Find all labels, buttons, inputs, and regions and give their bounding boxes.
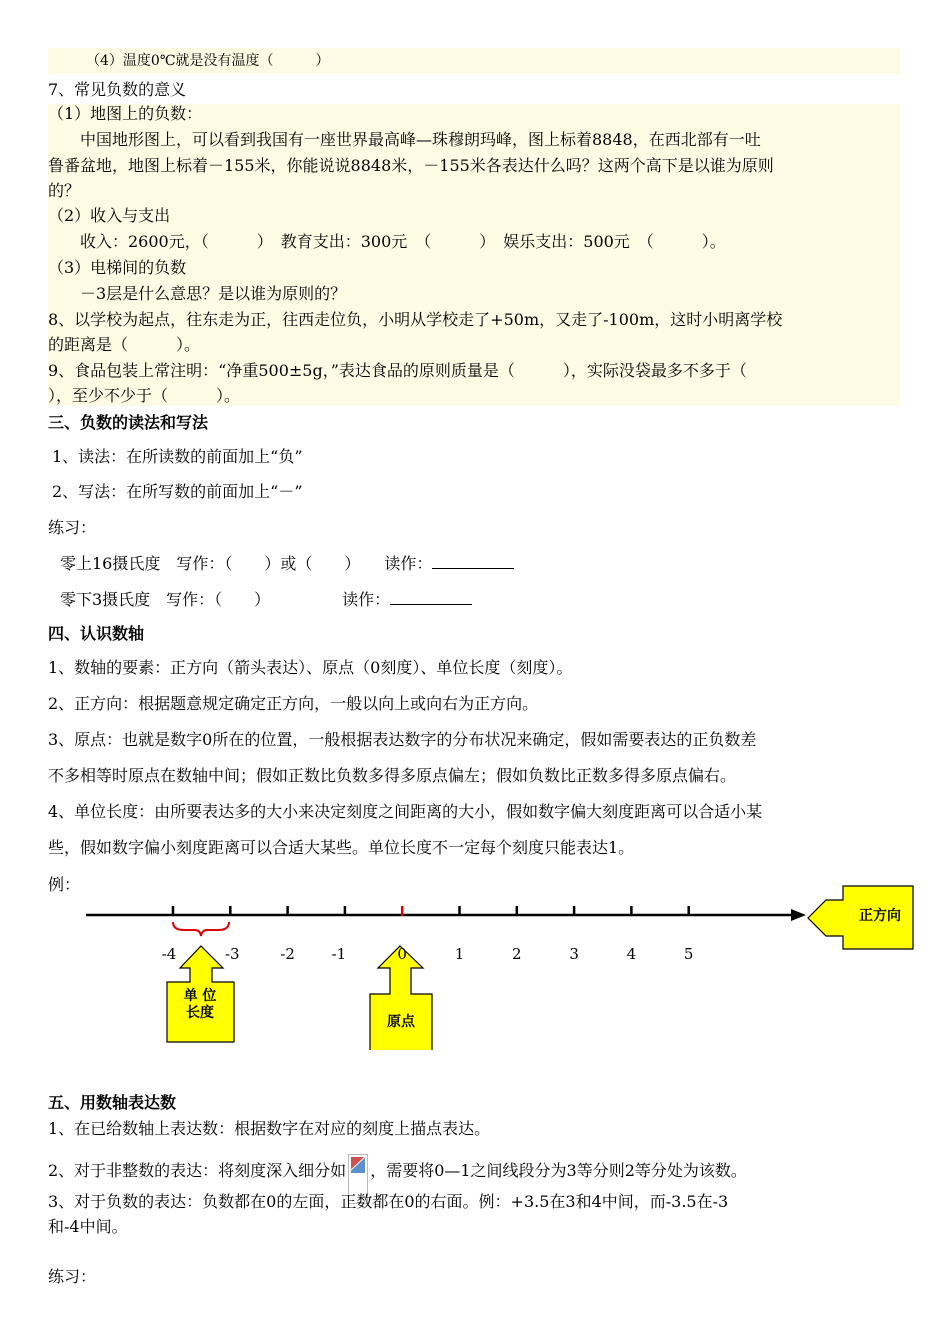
text-line: 2、正方向：根据题意规定确定正方向，一般以向上或向右为正方向。 bbox=[48, 694, 539, 713]
text-line: 的？ bbox=[48, 181, 81, 200]
tick-label: 1 bbox=[454, 945, 465, 963]
text-line: （3）电梯间的负数 bbox=[48, 258, 187, 277]
text-line: 例： bbox=[48, 875, 81, 894]
text-line: 4、单位长度：由所要表达多的大小来决定刻度之间距离的大小，假如数字偏大刻度距离可以合适小某 bbox=[48, 802, 763, 821]
text-line: 练习： bbox=[48, 518, 97, 537]
tick-label: 3 bbox=[569, 945, 579, 963]
text-line: 些，假如数字偏小刻度距离可以合适大某些。单位长度不一定每个刻度只能表达1。 bbox=[48, 838, 635, 857]
text-line: 不多相等时原点在数轴中间；假如正数比负数多得多原点偏左；假如负数比正数多得多原点偏右。 bbox=[48, 766, 737, 785]
tick-label: 2 bbox=[512, 945, 522, 963]
tick-label: 4 bbox=[626, 945, 637, 963]
text-line: 9、食品包装上常注明：“净重500±5g，”表达食品的原则质量是（ ），实际没袋最多不多于（ bbox=[48, 361, 747, 380]
tick-label: 5 bbox=[683, 945, 694, 963]
text-line: 中国地形图上，可以看到我国有一座世界最高峰—珠穆朗玛峰，图上标着8848，在西北部有一吐 bbox=[48, 130, 761, 149]
section-heading: 三、负数的读法和写法 bbox=[48, 413, 209, 432]
tick-label: -2 bbox=[280, 945, 295, 963]
text-line: 3、对于负数的表达：负数都在0的左面，正数都在0的右面。例：+3.5在3和4中间，而-3.5在-3 bbox=[48, 1192, 729, 1211]
tick-label: -1 bbox=[331, 945, 347, 963]
tick-label: -3 bbox=[224, 945, 240, 963]
text-line: 7、常见负数的意义 bbox=[48, 80, 187, 99]
tick-label: -4 bbox=[161, 945, 177, 963]
unit-length-label-1: 单 位 bbox=[183, 988, 217, 1004]
text-line: 1、读法：在所读数的前面加上“负” bbox=[52, 447, 303, 466]
text-line: （1）地图上的负数： bbox=[48, 104, 203, 123]
practice-line: 零下3摄氏度 写作：（ ） 读作： bbox=[60, 588, 472, 611]
answer-blank[interactable] bbox=[432, 552, 514, 569]
text-line: ），至少不少于（ ）。 bbox=[48, 386, 241, 405]
text-line: 和-4中间。 bbox=[48, 1217, 128, 1236]
unit-length-label-2: 长度 bbox=[186, 1005, 214, 1021]
axis-arrow-head bbox=[791, 909, 806, 921]
text-line: 2、写法：在所写数的前面加上“－” bbox=[52, 482, 303, 501]
text-line-with-figure: 2、对于非整数的表达：将刻度深入细分如 ，需要将0—1之间线段分为3等分则2等分处为该数。 bbox=[48, 1154, 747, 1204]
text-line: 收入：2600元，（ ） 教育支出：300元 （ ） 娱乐支出：500元 （ ）。 bbox=[48, 232, 726, 251]
origin-label: 原点 bbox=[387, 1014, 415, 1030]
text-line: 1、数轴的要素：正方向（箭头表达）、原点（0刻度）、单位长度（刻度）。 bbox=[48, 658, 573, 677]
text-line: 3、原点：也就是数字0所在的位置，一般根据表达数字的分布状况来确定，假如需要表达的正负数差 bbox=[48, 730, 757, 749]
text-line: 的距离是（ ）。 bbox=[48, 335, 201, 354]
text-line: 1、在已给数轴上表达数：根据数字在对应的刻度上描点表达。 bbox=[48, 1119, 491, 1138]
section-heading: 五、用数轴表达数 bbox=[48, 1093, 177, 1112]
unit-length-brace bbox=[173, 922, 229, 936]
text-line: （4）温度0℃就是没有温度（ ） bbox=[86, 53, 330, 69]
section-heading: 四、认识数轴 bbox=[48, 624, 145, 643]
text-line: 8、以学校为起点，往东走为正，往西走位负，小明从学校走了+50m，又走了-100m，这时小明离学校 bbox=[48, 310, 783, 329]
number-line-diagram bbox=[0, 880, 950, 1050]
text-line: －3层是什么意思？是以谁为原则的？ bbox=[48, 284, 347, 303]
text-line: （2）收入与支出 bbox=[48, 206, 171, 225]
text-line: 鲁番盆地，地图上标着－155米，你能说说8848米，－155米各表达什么吗？这两个高下是以谁为原则 bbox=[48, 156, 774, 175]
direction-label: 正方向 bbox=[859, 908, 901, 924]
answer-blank[interactable] bbox=[390, 588, 472, 605]
practice-line: 零上16摄氏度 写作：（ ）或（ ） 读作： bbox=[60, 552, 514, 575]
text-line: 练习： bbox=[48, 1267, 97, 1286]
tick-label: 0 bbox=[397, 945, 407, 963]
